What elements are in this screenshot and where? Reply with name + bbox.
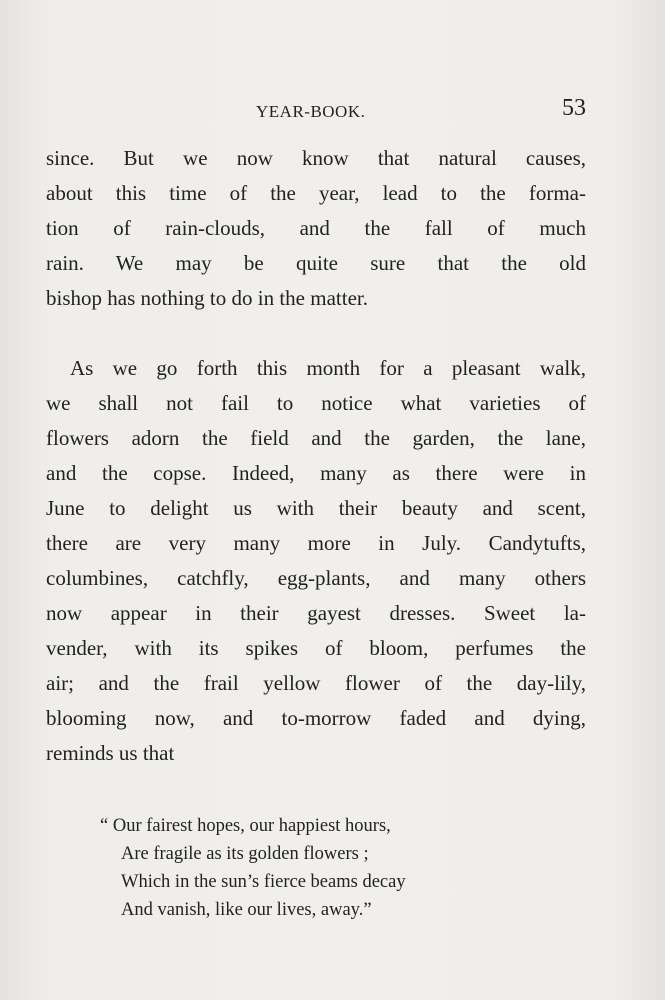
text-line: tion of rain-clouds, and the fall of much [46, 216, 586, 240]
page-number: 53 [562, 95, 586, 121]
text-line: we shall not fail to notice what varieties of [46, 391, 586, 415]
text-line: columbines, catchfly, egg-plants, and many others [46, 566, 586, 590]
paragraph-1 [46, 141, 586, 316]
text-line: there are very many more in July. Candytufts, [46, 531, 586, 555]
text-line: bishop has nothing to do in the matter. [46, 286, 368, 310]
text-line: flowers adorn the field and the garden, the lane, [46, 426, 586, 450]
body-text [46, 141, 586, 771]
text-line: about this time of the year, lead to the forma- [46, 181, 586, 205]
page-header [46, 92, 586, 128]
poem-line: And vanish, like our lives, away.” [121, 900, 372, 920]
text-line: air; and the frail yellow flower of the day-lily, [46, 671, 586, 695]
poem-quotation [100, 812, 406, 924]
text-line: and the copse. Indeed, many as there were in [46, 461, 586, 485]
text-line: blooming now, and to-morrow faded and dying, [46, 706, 586, 730]
running-head: YEAR-BOOK. [256, 102, 366, 121]
text-line: now appear in their gayest dresses. Sweet la- [46, 601, 586, 625]
text-line: rain. We may be quite sure that the old [46, 251, 586, 275]
text-line: reminds us that [46, 741, 175, 765]
poem-line: Are fragile as its golden flowers ; [121, 844, 369, 864]
text-line: June to delight us with their beauty and scent, [46, 496, 586, 520]
text-line: since. But we now know that natural causes, [46, 146, 586, 170]
paragraph-2 [46, 351, 586, 771]
paragraph-gap [46, 316, 586, 351]
text-line: As we go forth this month for a pleasant walk, [70, 356, 586, 380]
text-line: vender, with its spikes of bloom, perfumes the [46, 636, 586, 660]
poem-line: Which in the sun’s fierce beams decay [121, 872, 406, 892]
poem-line: “ Our fairest hopes, our happiest hours, [100, 816, 391, 836]
